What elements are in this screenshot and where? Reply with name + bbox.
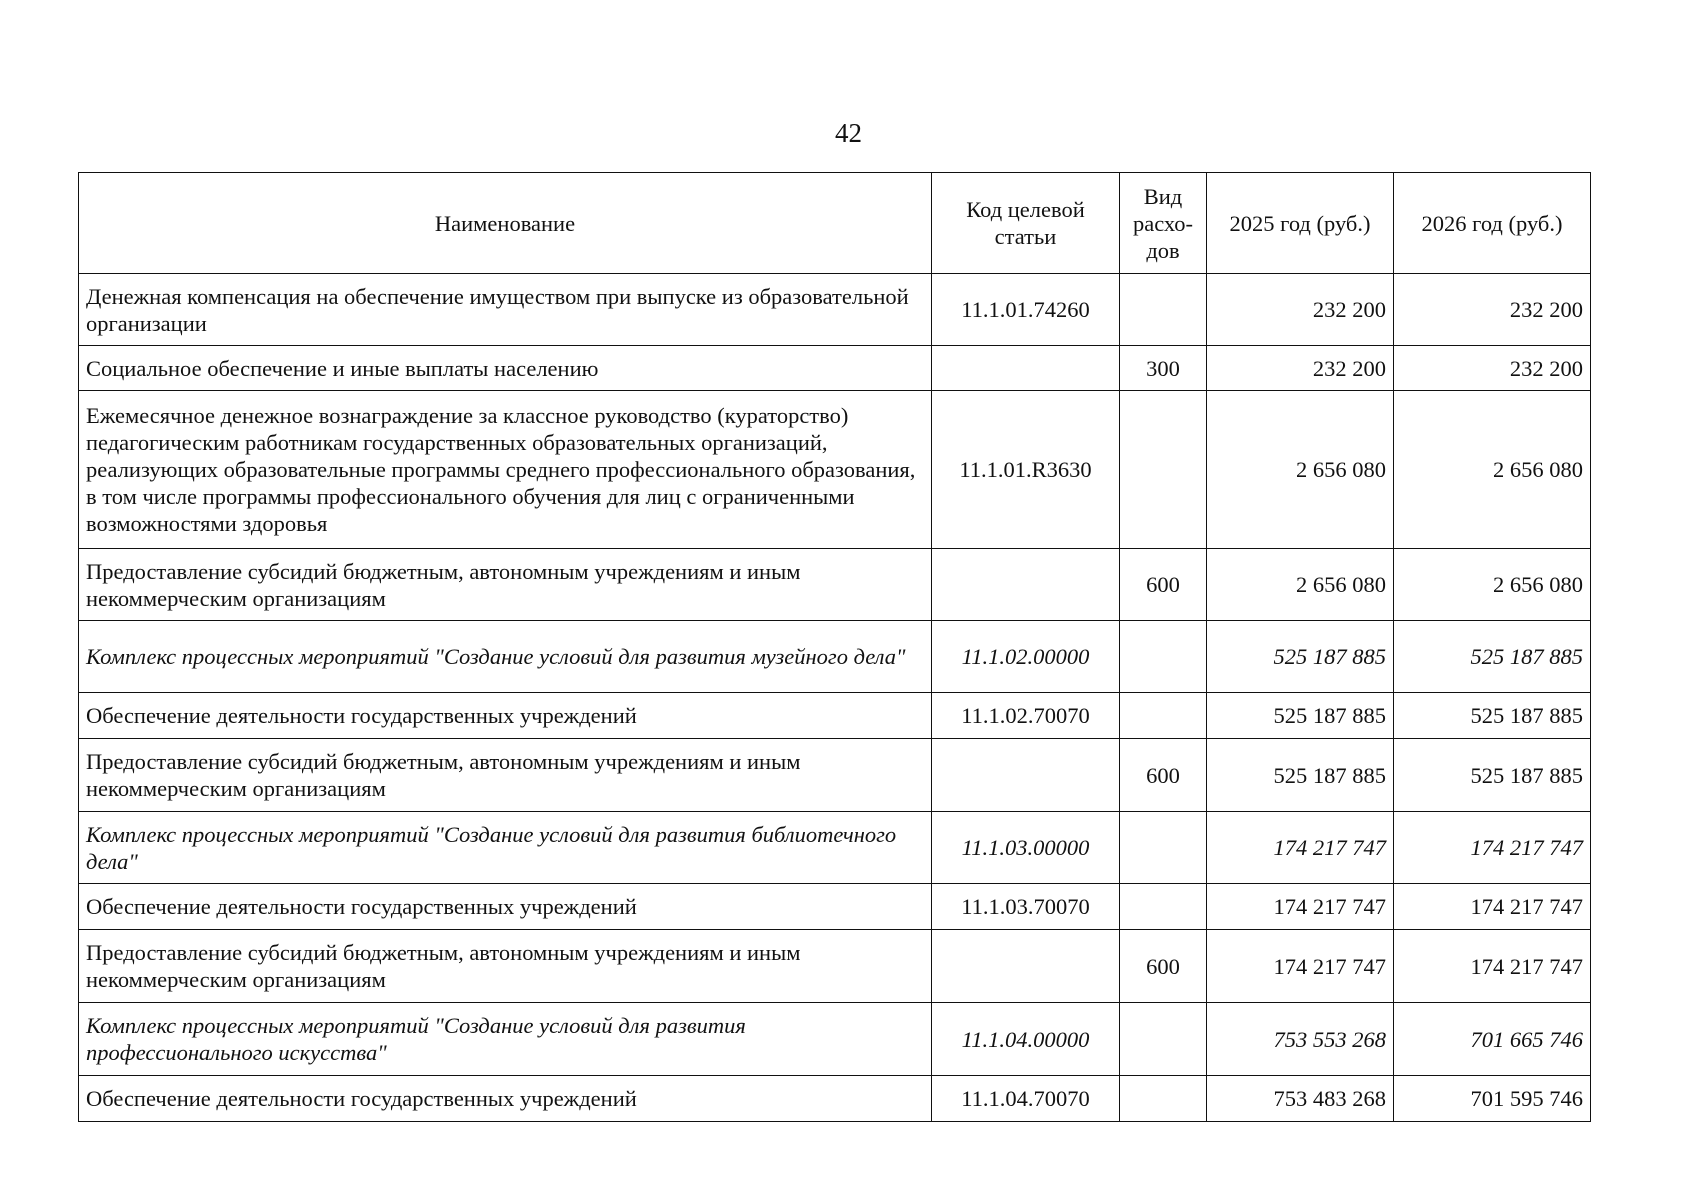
row-code: 11.1.02.70070 [932,693,1120,739]
row-kind [1120,884,1207,930]
table-row [79,391,1591,549]
row-code: 11.1.01.R3630 [932,391,1120,549]
row-name: Предоставление субсидий бюджетным, автономным учреждениям и иным некоммерческим организациям [79,930,932,1003]
row-kind [1120,1003,1207,1076]
row-amount-2026: 525 187 885 [1394,739,1591,812]
row-amount-2025: 174 217 747 [1207,884,1394,930]
table-row [79,693,1591,739]
row-amount-2025: 2 656 080 [1207,549,1394,621]
row-kind [1120,812,1207,884]
row-amount-2026: 2 656 080 [1394,549,1591,621]
row-code: 11.1.02.00000 [932,621,1120,693]
table-row [79,1003,1591,1076]
row-amount-2025: 525 187 885 [1207,621,1394,693]
row-name: Предоставление субсидий бюджетным, автономным учреждениям и иным некоммерческим организациям [79,739,932,812]
row-amount-2025: 2 656 080 [1207,391,1394,549]
row-name: Обеспечение деятельности государственных учреждений [79,693,932,739]
row-name: Социальное обеспечение и иные выплаты населению [79,346,932,391]
row-amount-2026: 174 217 747 [1394,930,1591,1003]
row-name: Комплекс процессных мероприятий "Создание условий для развития библиотечного дела" [79,812,932,884]
row-amount-2025: 753 483 268 [1207,1076,1394,1122]
row-amount-2026: 701 665 746 [1394,1003,1591,1076]
row-code: 11.1.03.70070 [932,884,1120,930]
header-code: Код целевой статьи [932,173,1120,274]
header-name: Наименование [79,173,932,274]
row-name: Комплекс процессных мероприятий "Создание условий для развития музейного дела" [79,621,932,693]
table-header-row [79,173,1591,274]
row-amount-2026: 232 200 [1394,274,1591,346]
table-row [79,812,1591,884]
row-kind [1120,1076,1207,1122]
row-name: Ежемесячное денежное вознаграждение за классное руководство (кураторство) педагогическим работникам государственных образовательных организаций, реализующих образовательные программы среднего профессионального образования, в том числе программы профессионального обучения для лиц с ограниченными возможностями здоровья [79,391,932,549]
table-row [79,1076,1591,1122]
table-row [79,549,1591,621]
row-kind: 600 [1120,549,1207,621]
row-amount-2026: 701 595 746 [1394,1076,1591,1122]
row-kind [1120,391,1207,549]
row-kind: 300 [1120,346,1207,391]
row-amount-2026: 525 187 885 [1394,621,1591,693]
row-amount-2025: 525 187 885 [1207,693,1394,739]
row-kind: 600 [1120,930,1207,1003]
row-code: 11.1.04.70070 [932,1076,1120,1122]
row-amount-2025: 174 217 747 [1207,930,1394,1003]
budget-table [78,172,1591,1122]
row-amount-2025: 525 187 885 [1207,739,1394,812]
table-row [79,884,1591,930]
row-code: 11.1.03.00000 [932,812,1120,884]
row-kind [1120,621,1207,693]
row-amount-2026: 232 200 [1394,346,1591,391]
row-name: Комплекс процессных мероприятий "Создание условий для развития профессионального искусства" [79,1003,932,1076]
table-row [79,274,1591,346]
row-amount-2025: 232 200 [1207,346,1394,391]
header-2026: 2026 год (руб.) [1394,173,1591,274]
row-name: Денежная компенсация на обеспечение имуществом при выпуске из образовательной организации [79,274,932,346]
row-name: Обеспечение деятельности государственных учреждений [79,1076,932,1122]
row-kind [1120,693,1207,739]
row-amount-2025: 232 200 [1207,274,1394,346]
row-code [932,549,1120,621]
row-code: 11.1.01.74260 [932,274,1120,346]
header-2025: 2025 год (руб.) [1207,173,1394,274]
row-kind: 600 [1120,739,1207,812]
row-name: Предоставление субсидий бюджетным, автономным учреждениям и иным некоммерческим организациям [79,549,932,621]
header-kind: Вид расхо-дов [1120,173,1207,274]
table-row [79,930,1591,1003]
row-amount-2026: 174 217 747 [1394,884,1591,930]
row-code [932,739,1120,812]
table-row [79,621,1591,693]
table-row [79,739,1591,812]
table-row [79,346,1591,391]
row-amount-2026: 174 217 747 [1394,812,1591,884]
row-code [932,930,1120,1003]
row-name: Обеспечение деятельности государственных учреждений [79,884,932,930]
row-kind [1120,274,1207,346]
row-amount-2025: 753 553 268 [1207,1003,1394,1076]
row-amount-2026: 2 656 080 [1394,391,1591,549]
page-number: 42 [835,118,862,148]
row-code: 11.1.04.00000 [932,1003,1120,1076]
row-amount-2025: 174 217 747 [1207,812,1394,884]
row-amount-2026: 525 187 885 [1394,693,1591,739]
row-code [932,346,1120,391]
